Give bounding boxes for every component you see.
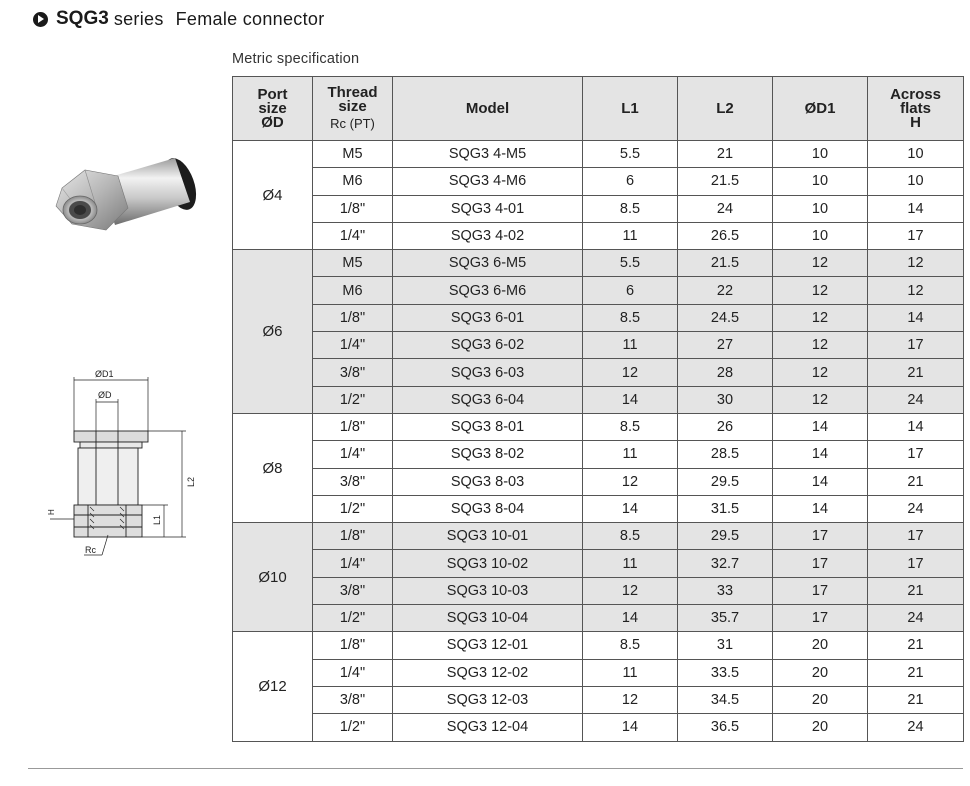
od1-cell: 17 [773, 577, 868, 604]
thread-size-cell: M5 [313, 141, 393, 168]
bottom-divider [28, 768, 963, 769]
header-thread-size: Thread size Rc (PT) [313, 77, 393, 141]
rc-label: Rc [85, 545, 96, 555]
l2-cell: 24 [678, 195, 773, 222]
thread-size-cell: 3/8" [313, 359, 393, 386]
thread-size-cell: 3/8" [313, 577, 393, 604]
port-size-cell: Ø10 [233, 523, 313, 632]
thread-size-cell: 1/8" [313, 632, 393, 659]
table-row [233, 413, 964, 440]
l1-label: L1 [152, 514, 162, 525]
thread-size-cell: 1/2" [313, 495, 393, 522]
table-row [233, 523, 964, 550]
across-flats-cell: 12 [868, 277, 964, 304]
l1-cell: 12 [583, 468, 678, 495]
model-cell: SQG3 6-M5 [393, 250, 583, 277]
od1-cell: 20 [773, 632, 868, 659]
across-flats-cell: 10 [868, 168, 964, 195]
model-cell: SQG3 6-01 [393, 304, 583, 331]
across-flats-cell: 21 [868, 686, 964, 713]
l2-cell: 26.5 [678, 222, 773, 249]
table-row [233, 304, 964, 331]
od-label: ØD [98, 390, 112, 400]
across-flats-cell: 17 [868, 332, 964, 359]
l2-cell: 21.5 [678, 168, 773, 195]
thread-size-cell: 1/8" [313, 195, 393, 222]
table-row [233, 168, 964, 195]
l1-cell: 14 [583, 605, 678, 632]
table-row [233, 222, 964, 249]
table-row [233, 359, 964, 386]
spec-table [232, 76, 964, 742]
l1-cell: 5.5 [583, 141, 678, 168]
thread-size-cell: 1/4" [313, 441, 393, 468]
l1-cell: 11 [583, 332, 678, 359]
series-code: SQG3 [56, 8, 109, 29]
across-flats-cell: 21 [868, 659, 964, 686]
thread-size-cell: M6 [313, 168, 393, 195]
table-row [233, 686, 964, 713]
table-header-row [233, 77, 964, 141]
od1-cell: 20 [773, 686, 868, 713]
across-flats-cell: 24 [868, 386, 964, 413]
spec-label: Metric specification [232, 51, 360, 67]
port-size-cell: Ø12 [233, 632, 313, 741]
l1-cell: 11 [583, 550, 678, 577]
od1-cell: 12 [773, 250, 868, 277]
l2-cell: 28 [678, 359, 773, 386]
od1-cell: 17 [773, 523, 868, 550]
play-circle-icon [33, 12, 48, 27]
l1-cell: 14 [583, 495, 678, 522]
l1-cell: 12 [583, 686, 678, 713]
l2-cell: 21.5 [678, 250, 773, 277]
table-row [233, 468, 964, 495]
table-row [233, 550, 964, 577]
od1-cell: 12 [773, 386, 868, 413]
model-cell: SQG3 4-01 [393, 195, 583, 222]
l2-cell: 28.5 [678, 441, 773, 468]
od1-cell: 10 [773, 141, 868, 168]
model-cell: SQG3 6-M6 [393, 277, 583, 304]
table-row [233, 659, 964, 686]
l2-cell: 29.5 [678, 468, 773, 495]
thread-size-cell: 1/8" [313, 304, 393, 331]
port-size-cell: Ø6 [233, 250, 313, 414]
thread-size-cell: M5 [313, 250, 393, 277]
thread-size-cell: 1/2" [313, 605, 393, 632]
across-flats-cell: 14 [868, 195, 964, 222]
model-cell: SQG3 8-01 [393, 413, 583, 440]
l2-cell: 22 [678, 277, 773, 304]
table-row [233, 250, 964, 277]
l2-cell: 32.7 [678, 550, 773, 577]
od1-cell: 14 [773, 441, 868, 468]
across-flats-cell: 21 [868, 577, 964, 604]
table-row [233, 195, 964, 222]
od1-cell: 10 [773, 195, 868, 222]
od1-cell: 12 [773, 332, 868, 359]
across-flats-cell: 10 [868, 141, 964, 168]
l1-cell: 11 [583, 659, 678, 686]
thread-size-cell: 1/2" [313, 714, 393, 741]
thread-size-cell: 1/2" [313, 386, 393, 413]
l1-cell: 5.5 [583, 250, 678, 277]
model-cell: SQG3 4-M5 [393, 141, 583, 168]
across-flats-cell: 17 [868, 550, 964, 577]
l2-cell: 36.5 [678, 714, 773, 741]
table-row [233, 495, 964, 522]
header-across-flats: Across flats H [868, 77, 964, 141]
l2-cell: 33.5 [678, 659, 773, 686]
l2-cell: 29.5 [678, 523, 773, 550]
l1-cell: 8.5 [583, 523, 678, 550]
l2-cell: 33 [678, 577, 773, 604]
header-model: Model [393, 77, 583, 141]
thread-size-cell: M6 [313, 277, 393, 304]
port-size-cell: Ø4 [233, 141, 313, 250]
od1-cell: 20 [773, 714, 868, 741]
od1-cell: 10 [773, 222, 868, 249]
table-row [233, 332, 964, 359]
od1-cell: 12 [773, 277, 868, 304]
l2-cell: 24.5 [678, 304, 773, 331]
thread-size-cell: 1/4" [313, 659, 393, 686]
series-word: series [113, 8, 164, 29]
h-label: H [47, 509, 56, 515]
table-row [233, 441, 964, 468]
thread-size-cell: 1/8" [313, 523, 393, 550]
model-cell: SQG3 4-M6 [393, 168, 583, 195]
across-flats-cell: 17 [868, 222, 964, 249]
l2-cell: 21 [678, 141, 773, 168]
table-row [233, 277, 964, 304]
across-flats-cell: 14 [868, 304, 964, 331]
header-od1: ØD1 [773, 77, 868, 141]
thread-size-cell: 1/4" [313, 550, 393, 577]
model-cell: SQG3 8-02 [393, 441, 583, 468]
l2-cell: 30 [678, 386, 773, 413]
l2-cell: 31.5 [678, 495, 773, 522]
thread-size-cell: 3/8" [313, 686, 393, 713]
model-cell: SQG3 8-03 [393, 468, 583, 495]
table-row [233, 386, 964, 413]
l1-cell: 8.5 [583, 632, 678, 659]
across-flats-cell: 24 [868, 605, 964, 632]
model-cell: SQG3 8-04 [393, 495, 583, 522]
l1-cell: 14 [583, 714, 678, 741]
l1-cell: 6 [583, 168, 678, 195]
across-flats-cell: 24 [868, 495, 964, 522]
model-cell: SQG3 12-02 [393, 659, 583, 686]
model-cell: SQG3 6-04 [393, 386, 583, 413]
l2-cell: 27 [678, 332, 773, 359]
table-row [233, 605, 964, 632]
table-body [233, 141, 964, 742]
thread-size-cell: 1/8" [313, 413, 393, 440]
across-flats-cell: 12 [868, 250, 964, 277]
od1-cell: 12 [773, 359, 868, 386]
header-l1: L1 [583, 77, 678, 141]
l1-cell: 6 [583, 277, 678, 304]
thread-size-cell: 1/4" [313, 332, 393, 359]
across-flats-cell: 21 [868, 359, 964, 386]
product-photo [40, 150, 210, 260]
section-title [33, 6, 325, 32]
l1-cell: 14 [583, 386, 678, 413]
table-row [233, 141, 964, 168]
model-cell: SQG3 6-02 [393, 332, 583, 359]
l2-cell: 35.7 [678, 605, 773, 632]
od1-cell: 14 [773, 468, 868, 495]
model-cell: SQG3 12-04 [393, 714, 583, 741]
od1-cell: 10 [773, 168, 868, 195]
product-name: Female connector [175, 8, 325, 29]
table-row [233, 577, 964, 604]
od1-cell: 14 [773, 495, 868, 522]
l1-cell: 11 [583, 222, 678, 249]
od1-cell: 12 [773, 304, 868, 331]
model-cell: SQG3 10-01 [393, 523, 583, 550]
l1-cell: 11 [583, 441, 678, 468]
header-l2: L2 [678, 77, 773, 141]
across-flats-cell: 21 [868, 632, 964, 659]
across-flats-cell: 17 [868, 441, 964, 468]
l1-cell: 8.5 [583, 304, 678, 331]
across-flats-cell: 24 [868, 714, 964, 741]
header-port-size: Port size ØD [233, 77, 313, 141]
across-flats-cell: 14 [868, 413, 964, 440]
model-cell: SQG3 12-03 [393, 686, 583, 713]
across-flats-cell: 21 [868, 468, 964, 495]
thread-size-cell: 3/8" [313, 468, 393, 495]
od1-cell: 17 [773, 550, 868, 577]
table-row [233, 632, 964, 659]
model-cell: SQG3 10-03 [393, 577, 583, 604]
model-cell: SQG3 6-03 [393, 359, 583, 386]
l1-cell: 12 [583, 577, 678, 604]
model-cell: SQG3 10-02 [393, 550, 583, 577]
table-row [233, 714, 964, 741]
od1-label: ØD1 [95, 369, 114, 379]
l1-cell: 12 [583, 359, 678, 386]
dimension-drawing [40, 365, 200, 575]
l2-cell: 34.5 [678, 686, 773, 713]
thread-size-cell: 1/4" [313, 222, 393, 249]
l1-cell: 8.5 [583, 413, 678, 440]
l2-cell: 31 [678, 632, 773, 659]
model-cell: SQG3 12-01 [393, 632, 583, 659]
port-size-cell: Ø8 [233, 413, 313, 522]
od1-cell: 20 [773, 659, 868, 686]
l2-cell: 26 [678, 413, 773, 440]
l2-label: L2 [186, 476, 196, 487]
across-flats-cell: 17 [868, 523, 964, 550]
model-cell: SQG3 10-04 [393, 605, 583, 632]
model-cell: SQG3 4-02 [393, 222, 583, 249]
l1-cell: 8.5 [583, 195, 678, 222]
od1-cell: 17 [773, 605, 868, 632]
od1-cell: 14 [773, 413, 868, 440]
